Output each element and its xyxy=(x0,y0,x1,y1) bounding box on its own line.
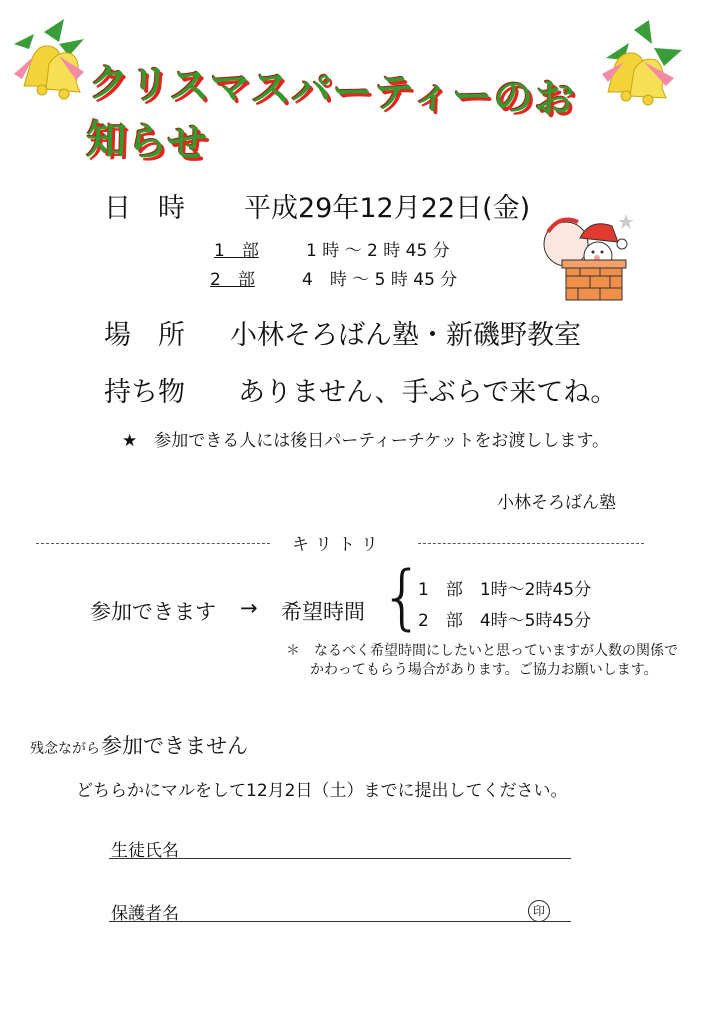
session-1-part: 1 部 xyxy=(214,241,259,261)
christmas-bell-left-icon xyxy=(4,14,94,114)
arrow-icon: → xyxy=(240,596,258,620)
session-2-time: 4 時 ～ 5 時 45 分 xyxy=(302,270,458,290)
date-value: 平成29年12月22日(金) xyxy=(244,193,531,224)
guardian-name-field[interactable] xyxy=(109,921,571,922)
cut-line-label: キリトリ xyxy=(292,535,384,555)
student-name-field[interactable] xyxy=(109,858,571,859)
adjust-note-line2: かわってもらう場合があります。ご協力お願いします。 xyxy=(310,662,658,678)
belongings-label: 持ち物 xyxy=(104,377,185,408)
organizer-name: 小林そろばん塾 xyxy=(497,493,616,513)
submit-instruction: どちらかにマルをして12月2日（土）までに提出してください。 xyxy=(76,781,568,801)
cut-line-right xyxy=(418,543,644,544)
absent-prefix: 残念ながら xyxy=(30,741,100,757)
brace-icon: { xyxy=(380,556,425,638)
cut-line-left xyxy=(36,543,270,544)
date-label: 日 時 xyxy=(104,193,185,224)
place-label: 場 所 xyxy=(104,320,185,351)
absent-label: 参加できません xyxy=(101,734,248,758)
place-value: 小林そろばん塾・新磯野教室 xyxy=(230,320,581,351)
attend-label: 参加できます xyxy=(90,600,216,624)
student-name-label: 生徒氏名 xyxy=(111,841,179,861)
option-part-2: 2 部 4時～5時45分 xyxy=(418,611,592,631)
seal-mark: 印 xyxy=(528,900,550,922)
session-2-part: 2 部 xyxy=(210,270,255,290)
guardian-name-label: 保護者名 xyxy=(111,904,179,924)
ticket-note: ★ 参加できる人には後日パーティーチケットをお渡しします。 xyxy=(122,431,609,451)
option-part-1: 1 部 1時～2時45分 xyxy=(418,580,592,600)
santa-chimney-icon xyxy=(528,208,640,304)
page-title: クリスマスパーティーのお知らせ xyxy=(85,60,577,168)
adjust-note-line1: ＊ なるべく希望時間にしたいと思っていますが人数の関係で xyxy=(286,643,678,659)
christmas-bell-right-icon xyxy=(594,18,684,118)
preferred-time-label: 希望時間 xyxy=(281,600,365,624)
session-1-time: 1 時 ～ 2 時 45 分 xyxy=(306,241,450,261)
belongings-value: ありません、手ぶらで来てね。 xyxy=(238,377,618,408)
